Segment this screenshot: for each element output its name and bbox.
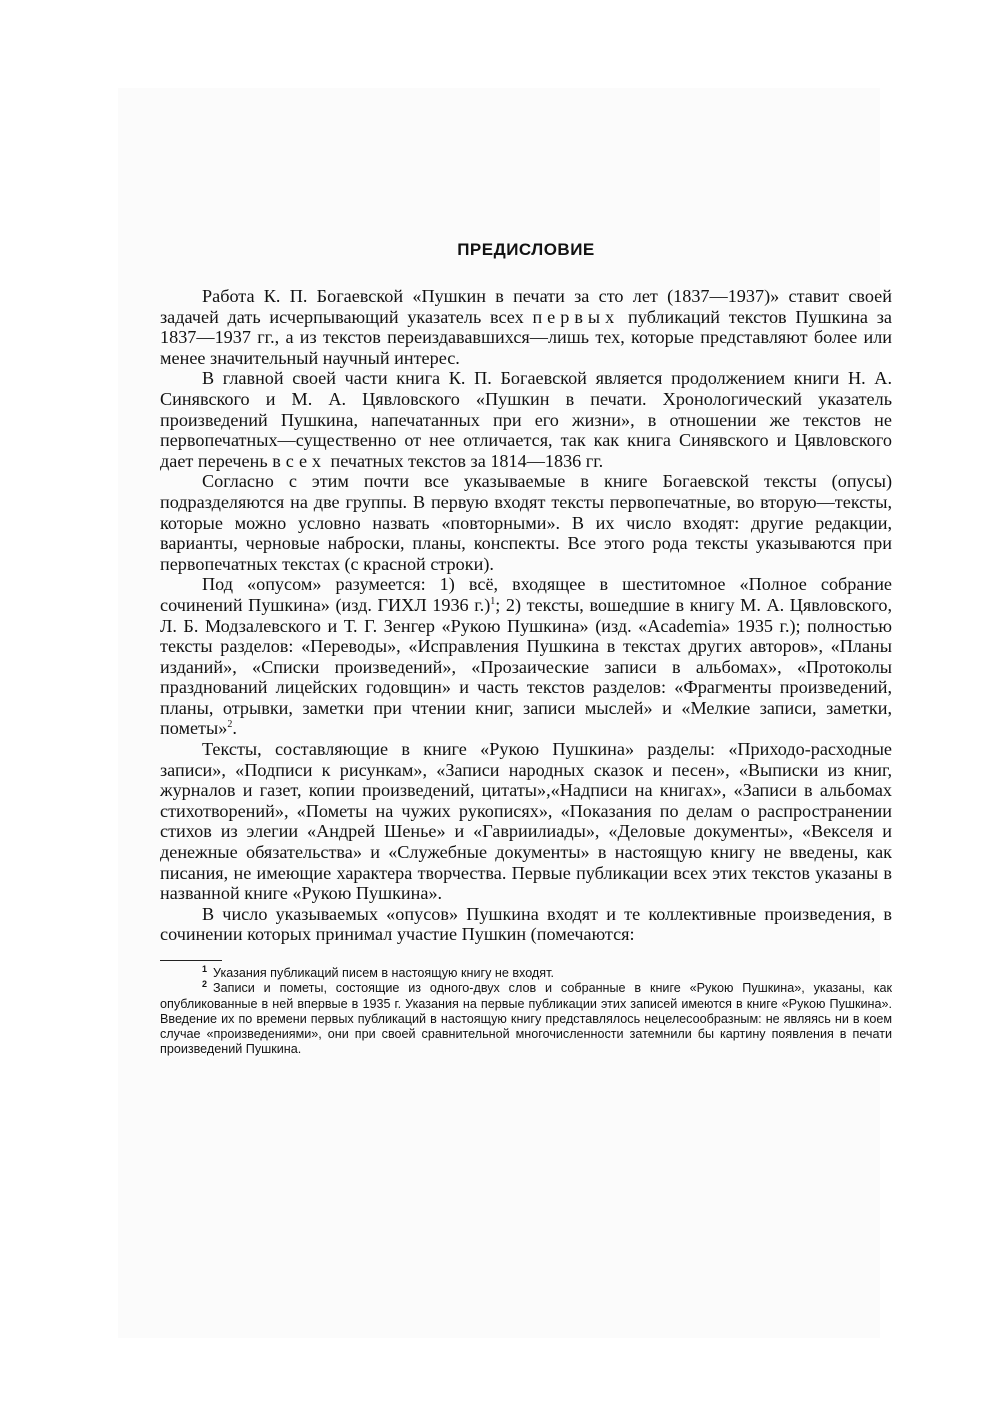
paragraph-4: Под «опусом» разумеется: 1) всё, входящее в шеститомное «Полное собрание сочинений Пушкина» (изд. ГИХЛ 1936 г.)$^1$; 2) тексты, вошедшие в книгу М. А. Цявловского, Л. Б. Модзалевского и Т. Г. Зенгер «Рукою Пушкина» (изд. «Academia» 1935 г.); полностью тексты разделов: «Переводы», «Исправления Пушкина в текстах других авторов», «Планы изданий», «Списки произведений», «Прозаические записи в альбомах», «Протоколы празднований лицейских годовщин» и часть текстов разделов: «Фрагменты произведений, планы, отрывки, заметки при чтении книг, записи мыслей» и «Мелкие записи, заметки, пометы»$^2$.	[160, 574, 892, 739]
footnote-mark: 1	[202, 963, 208, 974]
footnote-text: Записи и пометы, состоящие из одного-двух слов и собранные в книге «Рукою Пушкина», указаны, как опубликованные в ней впервые в 1935 г. Указания на первые публикации этих записей имеются в книге «Рукою Пушкина». Введение их по времени первых публикаций в настоящую книгу представлялось нецелесообразным: не являясь ни в коем случае «произведениями», они при своей сравнительной многочисленности затемнили бы картину появления в печати произведений Пушкина.	[160, 981, 892, 1057]
body-text	[160, 286, 892, 945]
emphasis-all: всех	[272, 450, 326, 471]
footnote-1	[160, 963, 892, 981]
footnotes	[160, 963, 892, 1058]
paragraph-3: Согласно с этим почти все указываемые в книге Богаевской тексты (опусы) подразделяются на две группы. В первую входят тексты первопечатные, во вторую—тексты, которые можно условно назвать «повторными». В их число входят: другие редакции, варианты, черновые наброски, планы, конспекты. Все этого рода тексты указываются при первопечатных текстах (с красной строки).	[160, 471, 892, 574]
paragraph-5: Тексты, составляющие в книге «Рукою Пушкина» разделы: «Приходо-расходные записи», «Подписи к рисункам», «Записи народных сказок и песен», «Выписки из книг, журналов и газет, копии произведений, цитаты»,«Надписи на книгах», «Записи в альбомах стихотворений», «Пометы на чужих рукописях», «Показания по делам о распространении стихов из элегии «Андрей Шенье» и «Гавриилиады», «Деловые документы», «Векселя и денежные обязательства» и «Служебные документы» в настоящую книгу не введены, как писания, не имеющие характера творчества. Первые публикации всех этих текстов указаны в названной книге «Рукою Пушкина».	[160, 739, 892, 904]
page-title: ПРЕДИСЛОВИЕ	[457, 240, 595, 259]
footnote-divider	[160, 960, 222, 961]
footnote-text: Указания публикаций писем в настоящую книгу не входят.	[213, 966, 554, 980]
paragraph-1: Работа К. П. Богаевской «Пушкин в печати за сто лет (1837—1937)» ставит своей задачей дать исчерпывающий указатель всех первых публикаций текстов Пушкина за 1837—1937 гг., а из текстов переиздававшихся—лишь тех, которые представляют более или менее значительный научный интерес.	[160, 286, 892, 368]
paragraph-6: В число указываемых «опусов» Пушкина входят и те коллективные произведения, в сочинении которых принимал участие Пушкин (помечаются:	[160, 903, 892, 945]
emphasis-first: первых	[532, 306, 620, 327]
paragraph-2: В главной своей части книга К. П. Богаевской является продолжением книги Н. А. Синявского и М. А. Цявловского «Пушкин в печати. Хронологический указатель произведений Пушкина, напечатанных при его жизни», в отношении же текстов не первопечатных—существенно от нее отличается, так как книга Синявского и Цявловского дает перечень всех печатных текстов за 1814—1836 гг.	[160, 368, 892, 471]
footnote-2	[160, 981, 892, 1057]
footnote-ref-2: 2	[227, 719, 233, 731]
document-content	[160, 238, 892, 1058]
footnote-ref-1: 1	[490, 595, 496, 607]
footnote-mark: 2	[202, 979, 208, 990]
